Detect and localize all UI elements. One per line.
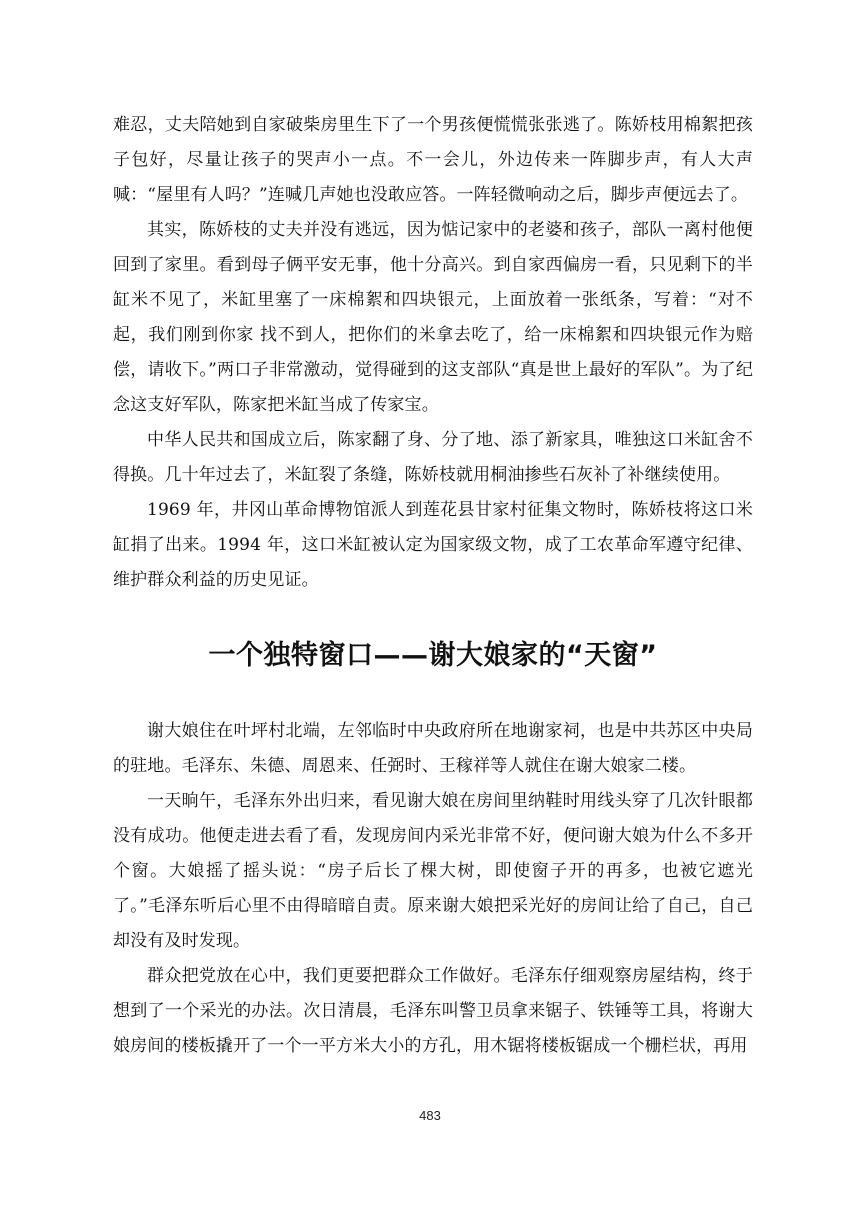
paragraph-6: 一天晌午，毛泽东外出归来，看见谢大娘在房间里纳鞋时用线头穿了几次针眼都没有成功。他便走进去看了看，发现房间内采光非常不好，便问谢大娘为什么不多开个窗。大娘摇了摇头说：“房子后长了棵大树，即使窗子开的再多，也被它遮光了。”毛泽东听后心里不由得暗暗自责。原来谢大娘把采光好的房间让给了自己，自己却没有及时发现。 [113,791,753,951]
section-heading: 一个独特窗口——谢大娘家的“天窗” [208,640,658,671]
paragraph-2: 其实，陈娇枝的丈夫并没有逃远，因为惦记家中的老婆和孩子，部队一离村他便回到了家里。看到母子俩平安无事，他十分高兴。到自家西偏房一看，只见剩下的半缸米不见了，米缸里塞了一床棉絮和四块银元，上面放着一张纸条，写着：“对不起，我们刚到你家 找不到人，把你们的米拿去吃了，给一床棉絮和四块银元作为赔偿，请收下。”两口子非常激动，觉得碰到的这支部队“真是世上最好的军队”。为了纪念这支好军队，陈家把米缸当成了传家宝。 [113,220,753,415]
paragraph-3: 中华人民共和国成立后，陈家翻了身、分了地、添了新家具，唯独这口米缸舍不得换。几十年过去了，米缸裂了条缝，陈娇枝就用桐油掺些石灰补了补继续使用。 [113,430,753,485]
paragraph-5: 谢大娘住在叶坪村北端，左邻临时中央政府所在地谢家祠，也是中共苏区中央局的驻地。毛泽东、朱德、周恩来、任弼时、王稼祥等人就住在谢大娘家二楼。 [113,721,753,776]
paragraph-4: 1969 年，井冈山革命博物馆派人到莲花县甘家村征集文物时，陈娇枝将这口米缸捐了出来。1994 年，这口米缸被认定为国家级文物，成了工农革命军遵守纪律、维护群众利益的历史见证。 [113,500,753,590]
paragraph-1: 难忍，丈夫陪她到自家破柴房里生下了一个男孩便慌慌张张逃了。陈娇枝用棉絮把孩子包好，尽量让孩子的哭声小一点。不一会儿，外边传来一阵脚步声，有人大声喊：“屋里有人吗？”连喊几声她也没敢应答。一阵轻微响动之后，脚步声便远去了。 [113,115,753,205]
page-number: 483 [419,1108,441,1123]
paragraph-7: 群众把党放在心中，我们更要把群众工作做好。毛泽东仔细观察房屋结构，终于想到了一个采光的办法。次日清晨，毛泽东叫警卫员拿来锯子、铁锤等工具，将谢大娘房间的楼板撬开了一个一平方米大小的方孔，用木锯将楼板锯成一个栅栏状，再用 [113,966,753,1056]
page-body [113,108,753,1064]
